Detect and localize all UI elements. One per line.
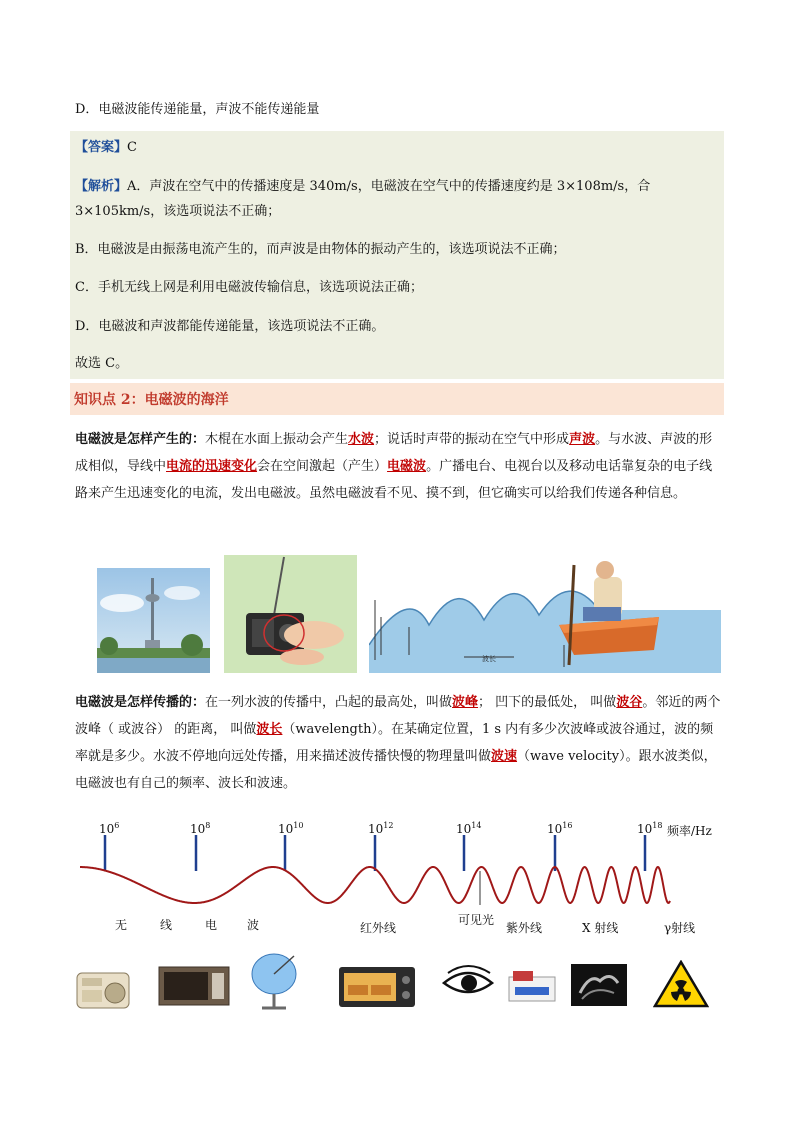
para2-text: （wavelength）。在某确定位置，1 s 内有多少次波峰或波谷通过，波的频率就是多少。水波不停地向远处传播，用来描述波传播快慢的物理量叫做	[75, 722, 714, 764]
tv-tower-photo	[97, 568, 210, 673]
keyword-trough: 波谷	[616, 695, 643, 710]
keyword-water-wave: 水波	[348, 432, 375, 447]
analysis-text-1: A．声波在空气中的传播速度是 340m/s，电磁波在空气中的传播速度约是 3×108m/s，合	[127, 179, 651, 194]
analysis-tag: 【解析】	[75, 179, 128, 194]
para2-text: ； 凹下的最低处， 叫做	[478, 695, 617, 710]
keyword-current-change: 电流的迅速变化	[166, 459, 258, 474]
band-label-infrared: 红外线	[360, 921, 397, 935]
band-label-xray: X 射线	[582, 921, 619, 935]
para1-text: 会在空间激起（产生）	[257, 459, 388, 474]
freq-label-18: $10^{18}$	[637, 821, 663, 836]
band-label-dian: 电	[205, 918, 218, 932]
spectrum-wave-path	[80, 867, 670, 903]
paragraph-generation	[75, 426, 725, 507]
band-label-visible: 可见光	[458, 913, 495, 927]
answer-value: C	[127, 140, 137, 155]
band-label-uv: 紫外线	[506, 921, 543, 935]
section-title: 知识点 2：电磁波的海洋	[74, 392, 229, 408]
band-label-gamma: γ射线	[664, 921, 696, 935]
radiation-icon	[653, 960, 709, 1008]
band-label-bo: 波	[247, 918, 260, 932]
para1-lead: 电磁波是怎样产生的：	[75, 432, 206, 447]
answer-tag: 【答案】	[75, 140, 128, 155]
analysis-line-d: D．电磁波和声波都能传递能量，该选项说法不正确。	[75, 319, 385, 334]
para2-text: （wave velocity）。跟水波类似，电磁波也有自己的频率、波长和波速。	[75, 749, 717, 791]
analysis-line-1	[75, 175, 650, 194]
keyword-crest: 波峰	[452, 695, 479, 710]
keyword-wavelength: 波长	[256, 722, 283, 737]
uv-device-icon	[505, 963, 559, 1005]
para1-text: 木棍在水面上振动会产生	[205, 432, 349, 447]
keyword-em-wave: 电磁波	[387, 459, 427, 474]
analysis-line-2: 3×105km/s，该选项说法不正确；	[75, 204, 281, 219]
paragraph-propagation	[75, 689, 725, 797]
analysis-line-c: C．手机无线上网是利用电磁波传输信息，该选项说法正确；	[75, 280, 423, 295]
option-d: D．电磁波能传递能量，声波不能传递能量	[75, 102, 320, 117]
band-label-xian: 线	[160, 918, 173, 932]
water-wave-figure	[369, 555, 721, 673]
spectrum-wave	[75, 835, 675, 915]
keyword-wave-velocity: 波速	[491, 749, 518, 764]
keyword-sound-wave: 声波	[569, 432, 596, 447]
radio-icon	[75, 965, 131, 1010]
para1-text: 。广播电台、电视台以及移动电话靠复杂的电子线路来产生迅速变化的电流，发出电磁波。虽然电磁波看不见、摸不到，但它确实可以给我们传递各种信息。	[75, 459, 713, 501]
analysis-conclusion: 故选 C。	[75, 356, 129, 371]
analysis-line-b: B．电磁波是由振荡电流产生的，而声波是由物体的振动产生的，该选项说法不正确；	[75, 242, 566, 257]
microwave-icon	[158, 965, 230, 1007]
para2-text: 。邻近的两个波峰（ 或波谷） 的距离， 叫做	[75, 695, 721, 737]
radio-photo	[224, 555, 357, 673]
freq-label-16: $10^{16}$	[547, 821, 573, 836]
freq-axis-label: 频率/Hz	[667, 824, 712, 838]
xray-film-icon	[570, 963, 628, 1007]
satellite-dish-icon	[244, 950, 302, 1012]
para1-text: 。与水波、声波的形成相似，导线中	[75, 432, 713, 474]
freq-label-10: $10^{10}$	[278, 821, 304, 836]
freq-label-6: $10^6$	[99, 821, 120, 836]
para2-lead: 电磁波是怎样传播的：	[75, 695, 206, 710]
freq-label-8: $10^8$	[190, 821, 211, 836]
oven-icon	[338, 965, 416, 1010]
freq-label-12: $10^{12}$	[368, 821, 394, 836]
para2-text: 在一列水波的传播中，凸起的最高处，叫做	[205, 695, 453, 710]
band-label-wu: 无	[115, 918, 128, 932]
para1-text: ；说话时声带的振动在空气中形成	[374, 432, 570, 447]
wavelength-label: 波长	[482, 655, 496, 663]
freq-label-14: $10^{14}$	[456, 821, 482, 836]
eye-icon	[442, 963, 494, 1001]
answer-line	[75, 136, 137, 155]
